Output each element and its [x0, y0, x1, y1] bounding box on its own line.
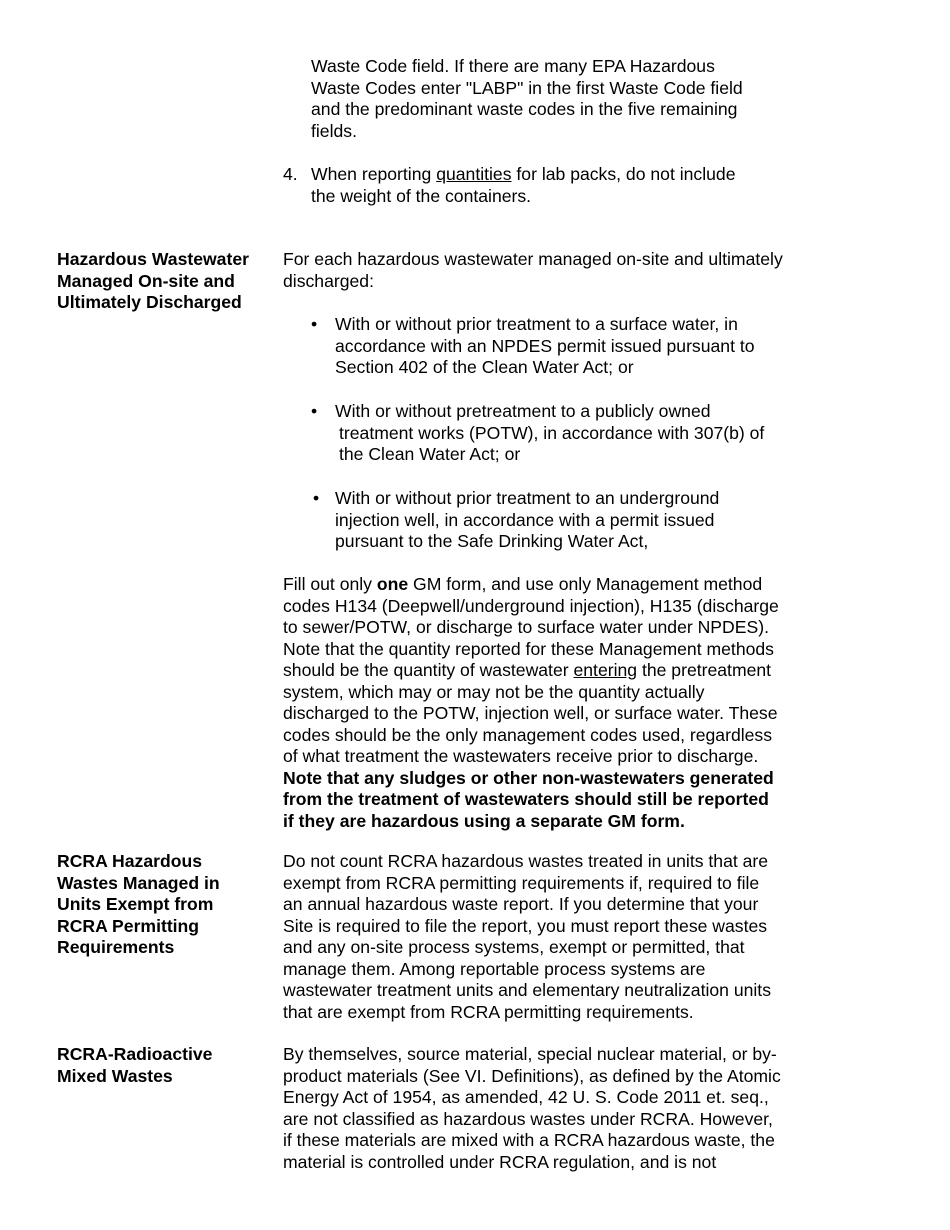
bullet-item	[335, 488, 719, 553]
text-line: Do not count RCRA hazardous wastes treated in units that are	[283, 851, 769, 871]
heading-line: Ultimately Discharged	[57, 292, 242, 312]
bold-note-line: if they are hazardous using a separate GM form.	[283, 810, 685, 831]
text-line: With or without prior treatment to an underground	[335, 488, 720, 508]
text-line: material is controlled under RCRA regulation, and is not	[283, 1151, 717, 1172]
underlined-term: entering	[573, 660, 638, 680]
underlined-term: quantities	[436, 164, 512, 184]
text: the pretreatment	[637, 660, 772, 680]
bullet-icon: •	[311, 401, 318, 421]
text-line: By themselves, source material, special nuclear material, or by-	[283, 1044, 777, 1064]
text-line: codes H134 (Deepwell/underground injection), H135 (discharge	[283, 595, 779, 616]
mixed-wastes-body	[283, 1044, 781, 1173]
wastewater-intro	[283, 249, 783, 292]
bullet-icon: •	[311, 314, 318, 334]
bullet-item	[335, 314, 755, 379]
heading-line: Mixed Wastes	[57, 1065, 173, 1086]
text-line: system, which may or may not be the quantity actually	[283, 681, 705, 702]
text-line: that are exempt from RCRA permitting requirements.	[283, 1001, 694, 1022]
bold-term: one	[376, 574, 409, 594]
heading-line: Wastes Managed in	[57, 872, 220, 893]
text-line	[283, 660, 779, 682]
heading-line: Hazardous Wastewater	[57, 249, 249, 269]
wastewater-instructions	[283, 574, 779, 832]
text: When reporting	[311, 164, 437, 184]
list-number: 4.	[283, 164, 298, 184]
exempt-units-body	[283, 851, 771, 1023]
text-line: and the predominant waste codes in the five remaining	[311, 99, 738, 119]
text: should be the quantity of wastewater	[283, 660, 574, 680]
heading-line: Managed On-site and	[57, 270, 235, 291]
text-line: exempt from RCRA permitting requirements if, required to file	[283, 872, 760, 893]
heading-line: RCRA-Radioactive	[57, 1044, 213, 1064]
text-line: codes should be the only management codes used, regardless	[283, 724, 773, 745]
text: GM form, and use only Management method	[408, 574, 763, 594]
text-line: injection well, in accordance with a permit issued	[335, 509, 715, 530]
text-line: wastewater treatment units and elementary neutralization units	[283, 980, 771, 1000]
text-line: With or without pretreatment to a publicly owned	[335, 401, 711, 421]
bold-note-line: Note that any sludges or other non-wastewaters generated	[283, 767, 774, 788]
text-line: treatment works (POTW), in accordance with 307(b) of	[339, 422, 765, 443]
heading-line: RCRA Permitting	[57, 915, 200, 936]
text: Fill out only	[283, 574, 377, 594]
text-line: For each hazardous wastewater managed on-site and ultimately	[283, 249, 783, 269]
text-line: the Clean Water Act; or	[339, 444, 521, 464]
text-line: product materials (See VI. Definitions), as defined by the Atomic	[283, 1065, 781, 1086]
text-line: Waste Code field. If there are many EPA Hazardous	[311, 56, 715, 76]
text-line: an annual hazardous waste report. If you determine that your	[283, 894, 759, 914]
list-item-4	[311, 164, 735, 207]
text-line: Note that the quantity reported for these Management methods	[283, 638, 774, 659]
text-line: Waste Codes enter "LABP" in the first Waste Code field	[311, 77, 743, 98]
heading-line: RCRA Hazardous	[57, 851, 203, 871]
intro-paragraph	[311, 56, 743, 142]
text-line	[311, 164, 735, 186]
text-line: and any on-site process systems, exempt or permitted, that	[283, 937, 745, 957]
text-line: Site is required to file the report, you must report these wastes	[283, 915, 768, 936]
text-line: With or without prior treatment to a surface water, in	[335, 314, 738, 334]
text-line: discharged to the POTW, injection well, or surface water. These	[283, 703, 778, 723]
heading-line: Requirements	[57, 937, 175, 957]
text-line: if these materials are mixed with a RCRA hazardous waste, the	[283, 1130, 775, 1150]
text-line: of what treatment the wastewaters receive prior to discharge.	[283, 746, 759, 766]
section-heading-mixed-wastes	[57, 1044, 212, 1087]
text: for lab packs, do not include	[511, 164, 736, 184]
heading-line: Units Exempt from	[57, 894, 214, 914]
text-line: are not classified as hazardous wastes under RCRA. However,	[283, 1108, 773, 1129]
text-line: to sewer/POTW, or discharge to surface water under NPDES).	[283, 617, 769, 637]
text-line: discharged:	[283, 270, 374, 291]
text-line: the weight of the containers.	[311, 185, 532, 206]
section-heading-exempt-units	[57, 851, 220, 959]
text-line: accordance with an NPDES permit issued pursuant to	[335, 335, 755, 356]
bullet-icon: •	[313, 488, 320, 508]
text-line: Section 402 of the Clean Water Act; or	[335, 357, 634, 377]
text-line: Energy Act of 1954, as amended, 42 U. S. Code 2011 et. seq.,	[283, 1087, 769, 1107]
text-line: fields.	[311, 120, 357, 141]
section-heading-wastewater	[57, 249, 249, 314]
text-line	[283, 574, 779, 596]
bold-note-line: from the treatment of wastewaters should still be reported	[283, 789, 769, 809]
text-line: pursuant to the Safe Drinking Water Act,	[335, 531, 649, 551]
bullet-item	[335, 401, 764, 466]
text-line: manage them. Among reportable process systems are	[283, 958, 706, 979]
